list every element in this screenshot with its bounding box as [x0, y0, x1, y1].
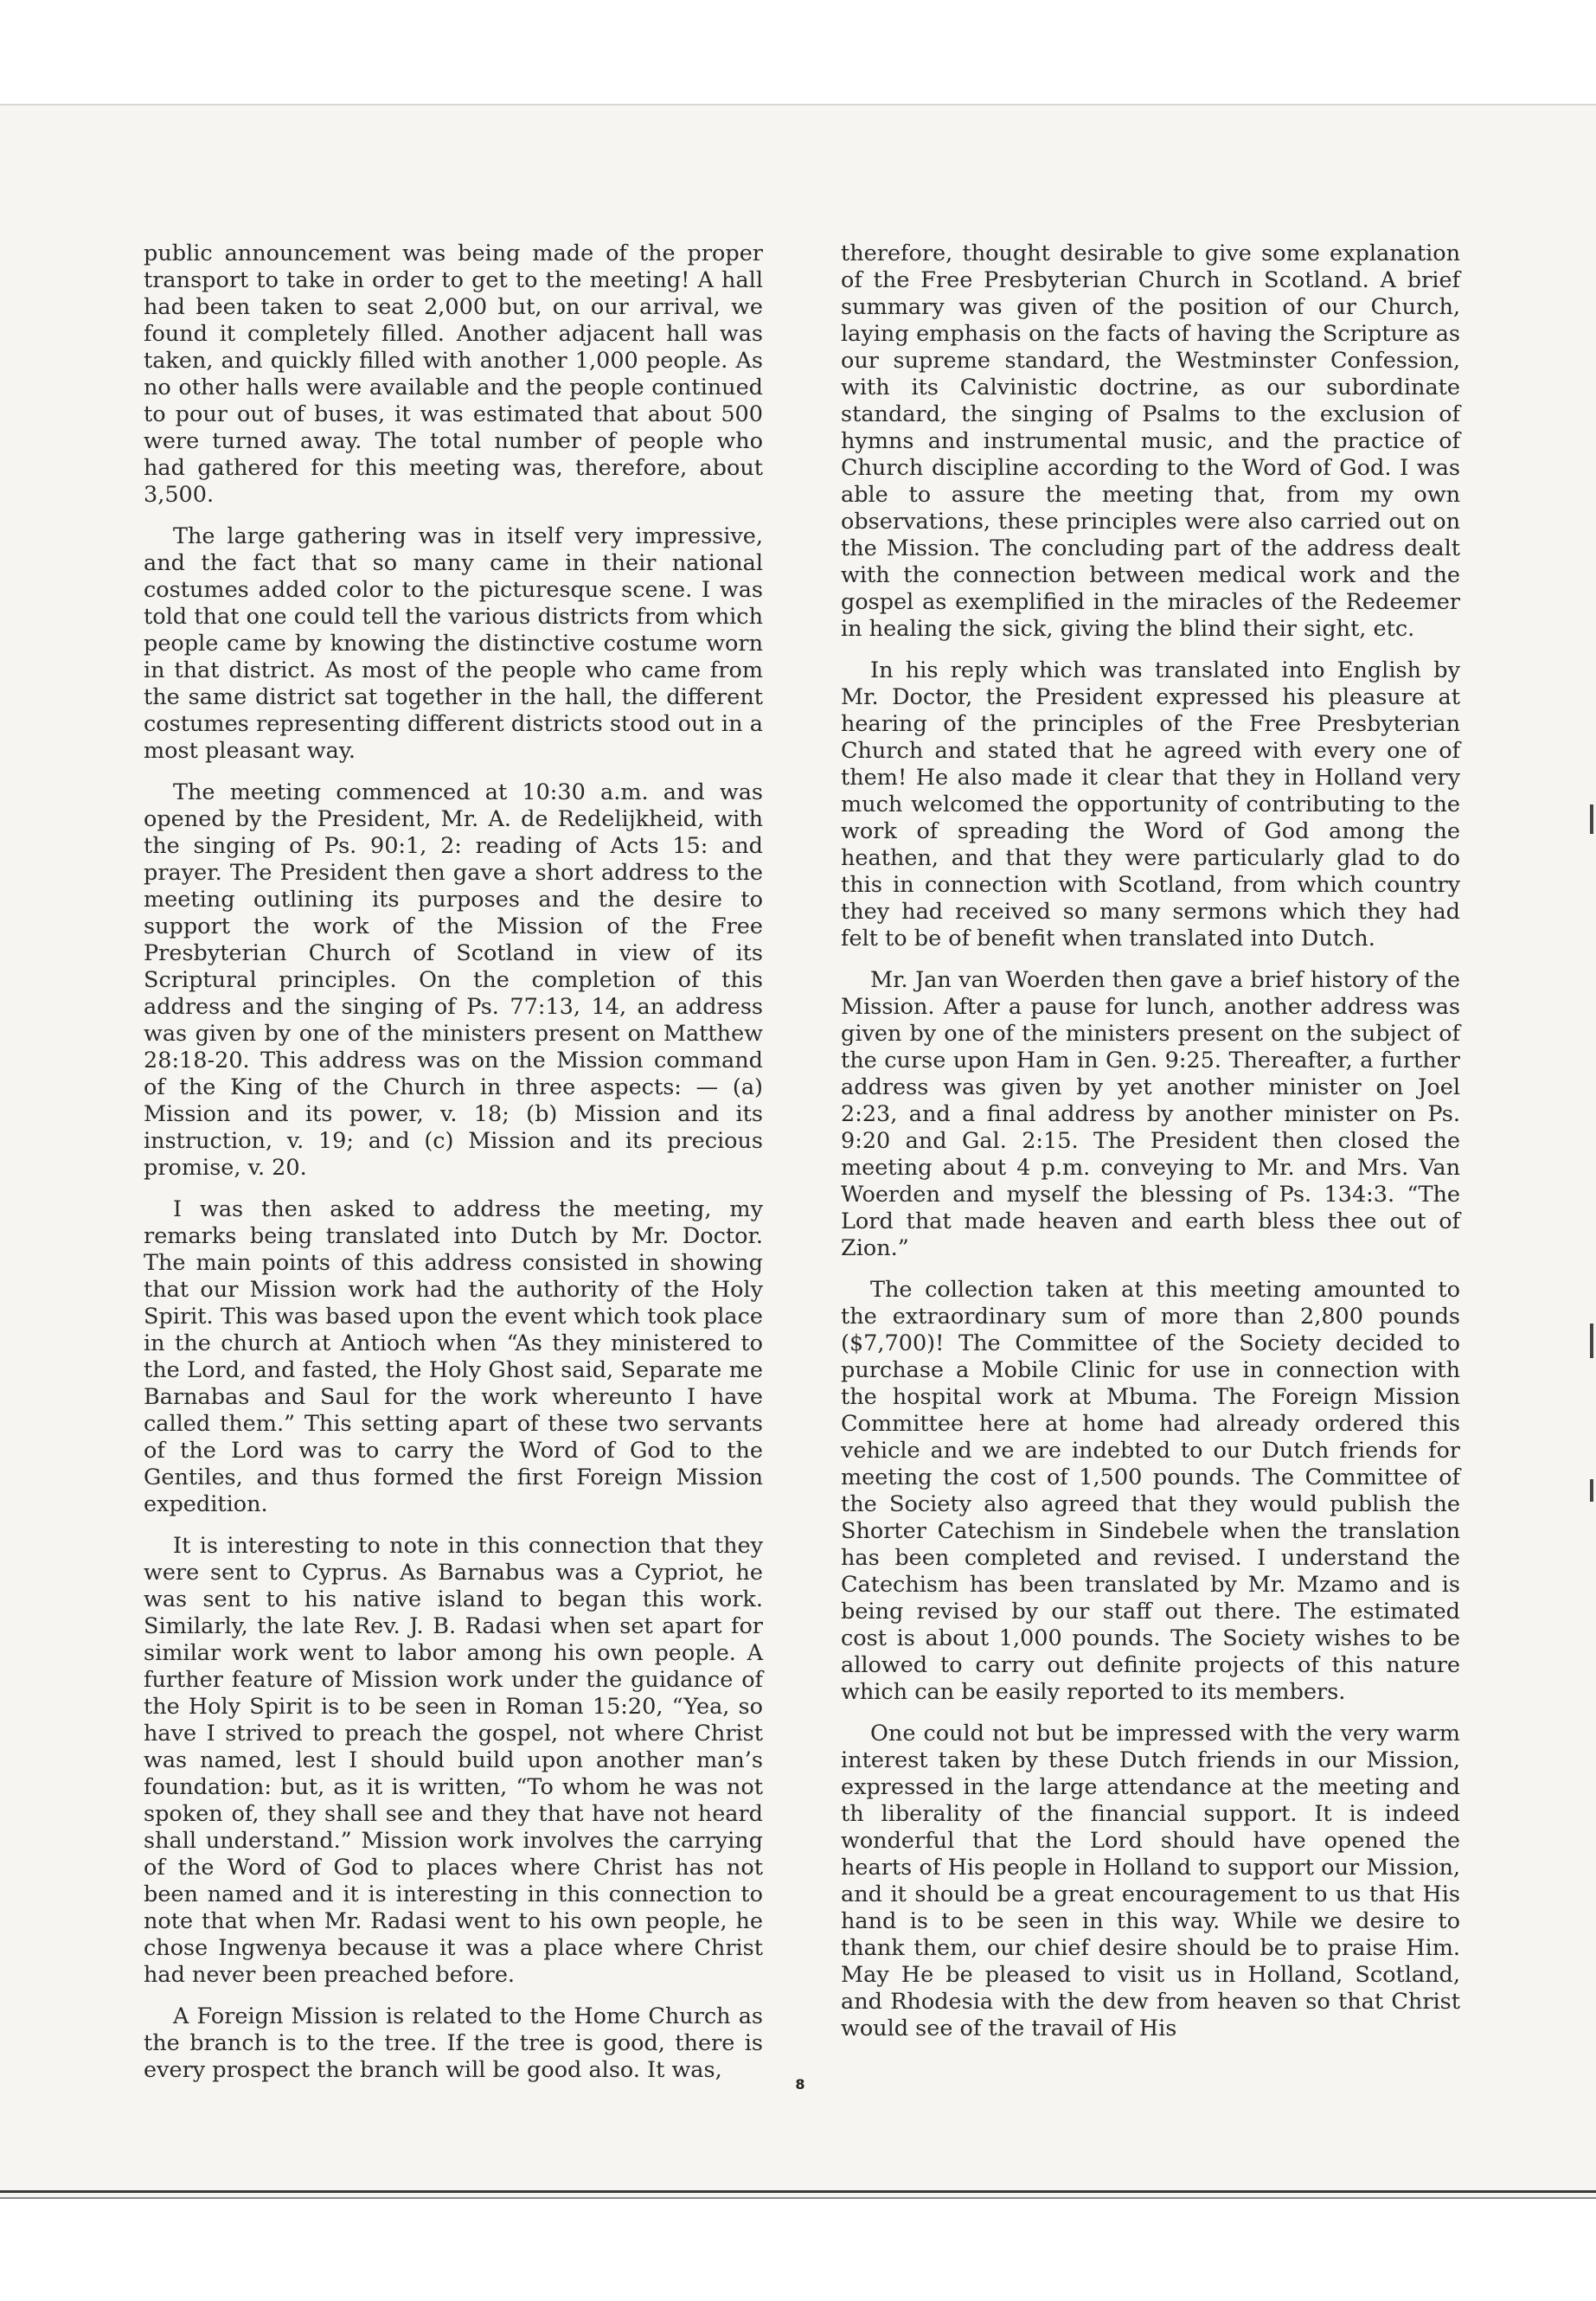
- paragraph: public announcement was being made of the proper transport to take in order to get to the meeting! A hall had been taken to seat 2,000 but, on our arrival, we found it completely filled. Another adjacent hall was taken, and quickly filled with another 1,000 people. As no other halls were available and the people continued to pour out of buses, it was estimated that about 500 were turned away. The total number of people who had gathered for this meeting was, therefore, about 3,500.: [144, 240, 763, 508]
- paragraph: therefore, thought desirable to give some explanation of the Free Presbyterian Church in Scotland. A brief summary was given of the position of our Church, laying emphasis on the facts of having the Scripture as our supreme standard, the Westminster Confession, with its Calvinistic doctrine, as our subordinate standard, the singing of Psalms to the exclusion of hymns and instrumental music, and the practice of Church discipline according to the Word of God. I was able to assure the meeting that, from my own observations, these principles were also carried out on the Mission. The concluding part of the address dealt with the connection between medical work and the gospel as exemplified in the miracles of the Redeemer in healing the sick, giving the blind their sight, etc.: [841, 240, 1460, 642]
- paragraph: I was then asked to address the meeting, my remarks being translated into Dutch by Mr. Doctor. The main points of this address consisted in showing that our Mission work had the authority of the Holy Spirit. This was based upon the event which took place in the church at Antioch when “As they ministered to the Lord, and fasted, the Holy Ghost said, Separate me Barnabas and Saul for the work whereunto I have called them.” This setting apart of these two servants of the Lord was to carry the Word of God to the Gentiles, and thus formed the first Foreign Mission expedition.: [144, 1196, 763, 1517]
- scan-edge-mark: [1590, 804, 1593, 834]
- left-column: [144, 240, 763, 2099]
- paragraph: The large gathering was in itself very impressive, and the fact that so many came in their national costumes added color to the picturesque scene. I was told that one could tell the various districts from which people came by knowing the distinctive costume worn in that district. As most of the people who came from the same district sat together in the hall, the different costumes representing different districts stood out in a most pleasant way.: [144, 523, 763, 764]
- paragraph: The collection taken at this meeting amounted to the extraordinary sum of more than 2,800 pounds ($7,700)! The Committee of the Society decided to purchase a Mobile Clinic for use in connection with the hospital work at Mbuma. The Foreign Mission Committee here at home had already ordered this vehicle and we are indebted to our Dutch friends for meeting the cost of 1,500 pounds. The Committee of the Society also agreed that they would publish the Shorter Catechism in Sindebele when the translation has been completed and revised. I understand the Catechism has been translated by Mr. Mzamo and is being revised by our staff out there. The estimated cost is about 1,000 pounds. The Society wishes to be allowed to carry out definite projects of this nature which can be easily reported to its members.: [841, 1277, 1460, 1705]
- paragraph: It is interesting to note in this connection that they were sent to Cyprus. As Barnabus was a Cypriot, he was sent to his native island to began this work. Similarly, the late Rev. J. B. Radasi when set apart for similar work went to labor among his own people. A further feature of Mission work under the guidance of the Holy Spirit is to be seen in Roman 15:20, “Yea, so have I strived to preach the gospel, not where Christ was named, lest I should build upon another man’s foundation: but, as it is written, “To whom he was not spoken of, they shall see and they that have not heard shall understand.” Mission work involves the carrying of the Word of God to places where Christ has not been named and it is interesting in this connection to note that when Mr. Radasi went to his own people, he chose Ingwenya because it was a place where Christ had never been preached before.: [144, 1533, 763, 1988]
- page-number: 8: [795, 2076, 805, 2093]
- bottom-rule: [0, 2190, 1596, 2193]
- scan-bottom-margin: [0, 2199, 1596, 2301]
- right-column: [841, 240, 1460, 2057]
- scan-edge-mark: [1590, 1324, 1593, 1358]
- paragraph: In his reply which was translated into English by Mr. Doctor, the President expressed his pleasure at hearing of the principles of the Free Presbyterian Church and stated that he agreed with every one of them! He also made it clear that they in Holland very much welcomed the opportunity of contributing to the work of spreading the Word of God among the heathen, and that they were particularly glad to do this in connection with Scotland, from which country they had received so many sermons which they had felt to be of benefit when translated into Dutch.: [841, 657, 1460, 952]
- paragraph: A Foreign Mission is related to the Home Church as the branch is to the tree. If the tree is good, there is every prospect the branch will be good also. It was,: [144, 2003, 763, 2083]
- paragraph: The meeting commenced at 10:30 a.m. and was opened by the President, Mr. A. de Redelijkheid, with the singing of Ps. 90:1, 2: reading of Acts 15: and prayer. The President then gave a short address to the meeting outlining its purposes and the desire to support the work of the Mission of the Free Presbyterian Church of Scotland in view of its Scriptural principles. On the completion of this address and the singing of Ps. 77:13, 14, an address was given by one of the ministers present on Matthew 28:18-20. This address was on the Mission command of the King of the Church in three aspects: — (a) Mission and its power, v. 18; (b) Mission and its instruction, v. 19; and (c) Mission and its precious promise, v. 20.: [144, 779, 763, 1181]
- paragraph: Mr. Jan van Woerden then gave a brief history of the Mission. After a pause for lunch, another address was given by one of the ministers present on the subject of the curse upon Ham in Gen. 9:25. Thereafter, a further address was given by yet another minister on Joel 2:23, and a final address by another minister on Ps. 9:20 and Gal. 2:15. The President then closed the meeting about 4 p.m. conveying to Mr. and Mrs. Van Woerden and myself the blessing of Ps. 134:3. “The Lord that made heaven and earth bless thee out of Zion.”: [841, 967, 1460, 1261]
- paragraph: One could not but be impressed with the very warm interest taken by these Dutch friends in our Mission, expressed in the large attendance at the meeting and th liberality of the financial support. It is indeed wonderful that the Lord should have opened the hearts of His people in Holland to support our Mission, and it should be a great encouragement to us that His hand is to be seen in this way. While we desire to thank them, our chief desire should be to praise Him. May He be pleased to visit us in Holland, Scotland, and Rhodesia with the dew from heaven so that Christ would see of the travail of His: [841, 1721, 1460, 2041]
- scan-edge-mark: [1590, 1479, 1593, 1502]
- scan-top-margin: [0, 0, 1596, 106]
